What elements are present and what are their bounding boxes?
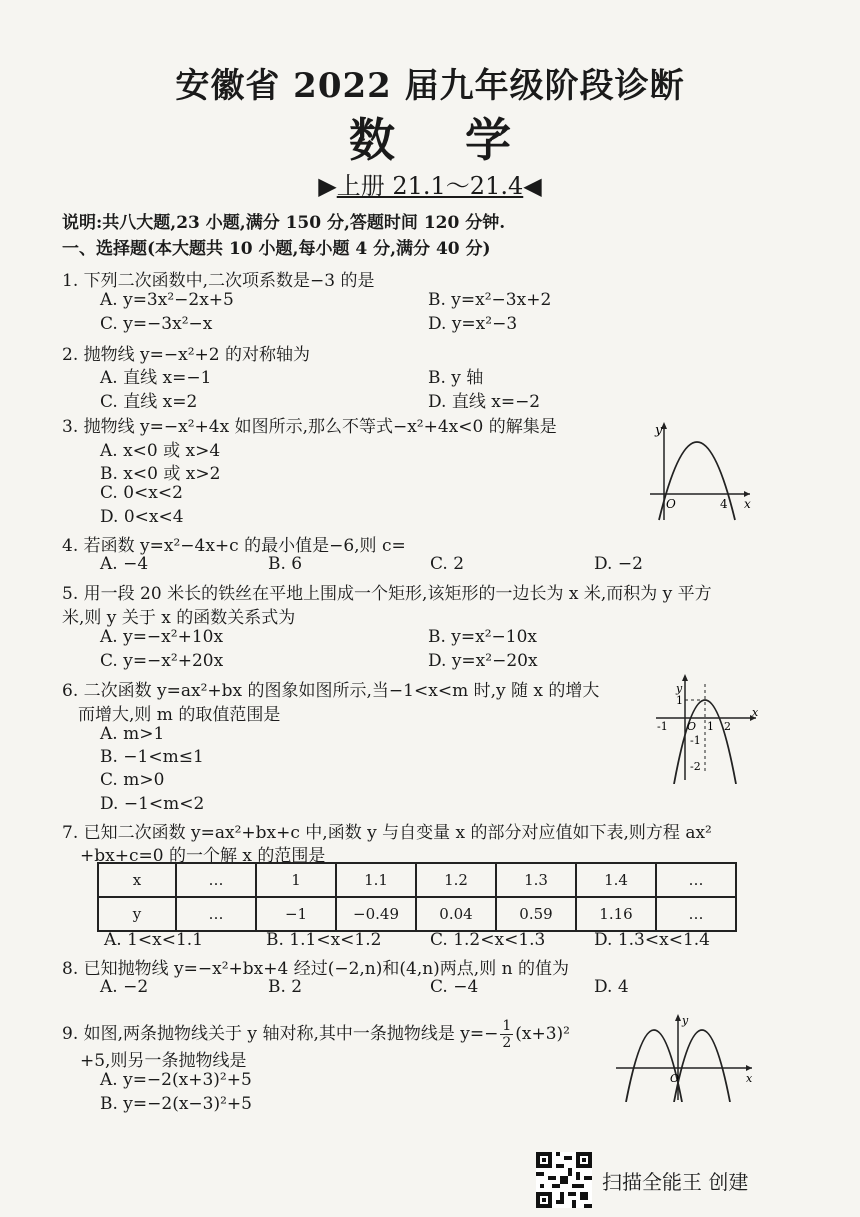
table-cell: … (176, 897, 256, 931)
scope-right-marker: ◀ (523, 172, 542, 200)
chapter-scope (0, 166, 860, 201)
q1-option-c: C. y=−3x²−x (100, 314, 213, 334)
fig9-origin-label: O (670, 1072, 680, 1085)
q3-option-b: B. x<0 或 x>2 (100, 464, 221, 484)
q6-parabola-figure (652, 672, 762, 784)
q6-option-d: D. −1<m<2 (100, 794, 205, 814)
fig6-one-top-label: 1 (676, 694, 683, 707)
table-cell: x (98, 863, 176, 897)
q9-fraction-denominator: 2 (502, 1035, 512, 1051)
fig9-y-label: y (682, 1014, 689, 1027)
scope-text: 上册 21.1～21.4 (336, 172, 524, 200)
q5-option-a: A. y=−x²+10x (100, 627, 224, 647)
scanner-watermark: 扫描全能王 创建 (602, 1170, 749, 1194)
q8-stem: 8. 已知抛物线 y=−x²+bx+4 经过(−2,n)和(4,n)两点,则 n 的值为 (62, 959, 569, 979)
q2-option-b: B. y 轴 (428, 368, 484, 388)
q2-option-c: C. 直线 x=2 (100, 392, 198, 412)
value-table (97, 862, 737, 932)
fig3-x-label: x (744, 497, 751, 511)
table-cell: −0.49 (336, 897, 416, 931)
q7-option-a: A. 1<x<1.1 (104, 930, 204, 950)
q7-stem-line1: 7. 已知二次函数 y=ax²+bx+c 中,函数 y 与自变量 x 的部分对应值如下表,则方程 ax² (62, 823, 712, 843)
q2-option-d: D. 直线 x=−2 (428, 392, 541, 412)
table-cell: −1 (256, 897, 336, 931)
q3-option-a: A. x<0 或 x>4 (100, 441, 221, 461)
q7-option-c: C. 1.2<x<1.3 (430, 930, 546, 950)
q3-option-c: C. 0<x<2 (100, 483, 183, 503)
q9-stem-line2: +5,则另一条抛物线是 (80, 1051, 247, 1071)
table-cell: 1.4 (576, 863, 656, 897)
q1-option-d: D. y=x²−3 (428, 314, 518, 334)
q2-stem: 2. 抛物线 y=−x²+2 的对称轴为 (62, 345, 310, 365)
q6-option-c: C. m>0 (100, 770, 165, 790)
q9-stem-part1: 9. 如图,两条抛物线关于 y 轴对称,其中一条抛物线是 y=− (62, 1024, 499, 1044)
subject-title: 数学 (349, 113, 581, 167)
table-cell: 1 (256, 863, 336, 897)
table-cell: … (656, 897, 736, 931)
fig6-neg1-mark: -1 (690, 734, 701, 747)
q1-stem: 1. 下列二次函数中,二次项系数是−3 的是 (62, 271, 375, 291)
q7-option-d: D. 1.3<x<1.4 (594, 930, 710, 950)
q7-stem-line2: +bx+c=0 的一个解 x 的范围是 (80, 846, 326, 866)
qr-code-icon (536, 1152, 592, 1208)
q5-stem-line1: 5. 用一段 20 米长的铁丝在平地上围成一个矩形,该矩形的一边长为 x 米,而积为 y 平方 (62, 584, 712, 604)
table-cell: 0.04 (416, 897, 496, 931)
q3-stem: 3. 抛物线 y=−x²+4x 如图所示,那么不等式−x²+4x<0 的解集是 (62, 417, 557, 437)
q4-option-d: D. −2 (594, 554, 643, 574)
q4-option-c: C. 2 (430, 554, 465, 574)
q3-parabola-figure (646, 416, 756, 524)
fig6-y-label: y (676, 682, 683, 695)
table-row-y (98, 897, 736, 931)
table-row-x (98, 863, 736, 897)
fig6-neg1-label: -1 (657, 720, 668, 733)
q2-option-a: A. 直线 x=−1 (100, 368, 212, 388)
q9-fraction (500, 1018, 513, 1051)
q1-option-a: A. y=3x²−2x+5 (100, 290, 234, 310)
q6-option-b: B. −1<m≤1 (100, 747, 204, 767)
table-cell: 1.16 (576, 897, 656, 931)
fig6-x-label: x (752, 706, 759, 719)
q8-option-c: C. −4 (430, 977, 479, 997)
fig3-four-label: 4 (720, 497, 728, 511)
q5-option-d: D. y=x²−20x (428, 651, 538, 671)
table-cell: 1.3 (496, 863, 576, 897)
q1-option-b: B. y=x²−3x+2 (428, 290, 552, 310)
q4-option-b: B. 6 (268, 554, 303, 574)
fig6-origin-label: O (687, 720, 697, 733)
section-heading: 一、选择题(本大题共 10 小题,每小题 4 分,满分 40 分) (62, 239, 491, 259)
q8-option-b: B. 2 (268, 977, 303, 997)
table-cell: … (656, 863, 736, 897)
instructions-note: 说明:共八大题,23 小题,满分 150 分,答题时间 120 分钟. (62, 213, 506, 233)
q4-stem: 4. 若函数 y=x²−4x+c 的最小值是−6,则 c= (62, 536, 406, 556)
q5-option-b: B. y=x²−10x (428, 627, 538, 647)
table-cell: 0.59 (496, 897, 576, 931)
q9-stem-part2: (x+3)² (515, 1024, 570, 1044)
table-cell: 1.1 (336, 863, 416, 897)
q6-stem-line1: 6. 二次函数 y=ax²+bx 的图象如图所示,当−1<x<m 时,y 随 x 的增大 (62, 681, 600, 701)
q9-option-b: B. y=−2(x−3)²+5 (100, 1094, 252, 1114)
fig6-one-label: 1 (707, 720, 714, 733)
q7-option-b: B. 1.1<x<1.2 (266, 930, 382, 950)
q9-fraction-numerator: 1 (502, 1018, 512, 1034)
table-cell: 1.2 (416, 863, 496, 897)
table-cell: … (176, 863, 256, 897)
fig3-y-label: y (655, 423, 663, 438)
q3-option-d: D. 0<x<4 (100, 507, 184, 527)
q9-parabolas-figure (612, 1010, 758, 1102)
q6-stem-line2: 而增大,则 m 的取值范围是 (78, 705, 281, 725)
q8-option-a: A. −2 (100, 977, 149, 997)
q5-option-c: C. y=−x²+20x (100, 651, 224, 671)
q5-stem-line2: 米,则 y 关于 x 的函数关系式为 (62, 608, 296, 628)
q4-option-a: A. −4 (100, 554, 149, 574)
exam-title: 安徽省 2022 届九年级阶段诊断 (175, 66, 685, 106)
fig3-origin-label: O (666, 497, 676, 511)
table-cell: y (98, 897, 176, 931)
fig9-x-label: x (746, 1072, 753, 1085)
q6-option-a: A. m>1 (100, 724, 165, 744)
fig6-two-label: 2 (724, 720, 731, 733)
fig6-neg2-mark: -2 (690, 760, 701, 773)
scope-left-marker: ▶ (318, 172, 337, 200)
q8-option-d: D. 4 (594, 977, 629, 997)
q9-option-a: A. y=−2(x+3)²+5 (100, 1070, 252, 1090)
